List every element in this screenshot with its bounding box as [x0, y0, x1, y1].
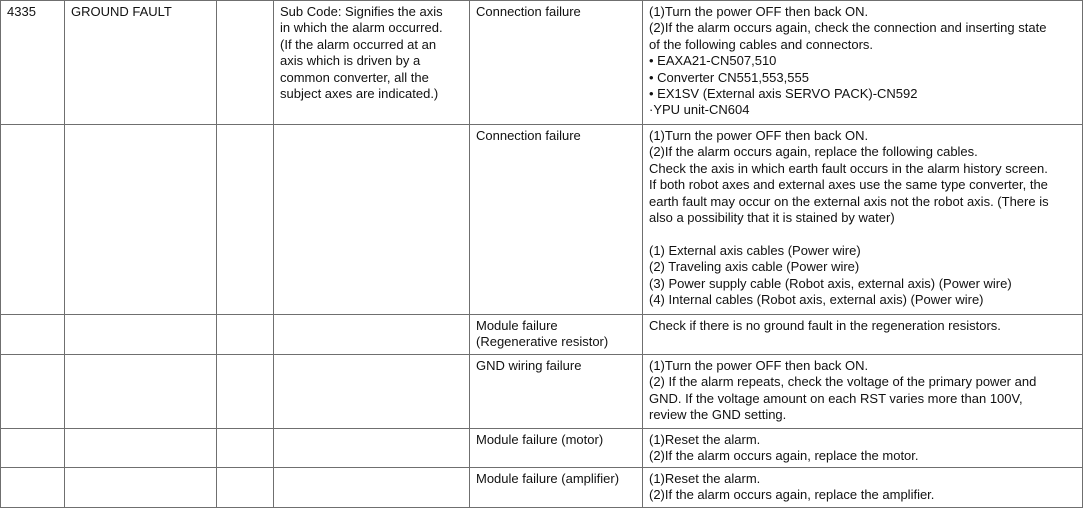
remedy-line: If both robot axes and external axes use the same type converter, the — [649, 177, 1048, 193]
empty-cell — [1, 468, 65, 508]
subcode-line: common converter, all the — [280, 69, 429, 85]
remedy-cell — [643, 468, 1083, 508]
empty-cell — [217, 315, 274, 355]
subcode-line: (If the alarm occurred at an — [280, 36, 437, 52]
alarm-code: 4335 — [1, 1, 65, 125]
empty-cell — [217, 468, 274, 508]
subcode-description — [274, 1, 470, 125]
cause-cell: Connection failure — [470, 1, 643, 125]
remedy-line: (2)If the alarm occurs again, replace the motor. — [649, 448, 919, 464]
remedy-cell — [643, 125, 1083, 315]
remedy-line: • EX1SV (External axis SERVO PACK)-CN592 — [649, 86, 918, 102]
remedy-line: (1)Turn the power OFF then back ON. — [649, 128, 869, 143]
remedy-line: (1)Turn the power OFF then back ON. — [649, 358, 869, 373]
remedy-line: (1)Turn the power OFF then back ON. — [649, 4, 869, 19]
cause-line: (Regenerative resistor) — [476, 334, 609, 350]
remedy-cell — [643, 1, 1083, 125]
remedy-line: earth fault may occur on the external axis not the robot axis. (There is — [649, 193, 1049, 209]
remedy-line: (2)If the alarm occurs again, replace the following cables. — [649, 144, 978, 160]
table-row — [1, 429, 1083, 468]
subcode-line: subject axes are indicated.) — [280, 86, 439, 102]
cause-cell: Module failure (motor) — [470, 429, 643, 468]
empty-cell — [274, 429, 470, 468]
cable-list-item: (1) External axis cables (Power wire) — [649, 242, 861, 258]
remedy-line: (1)Reset the alarm. — [649, 432, 761, 447]
empty-cell — [1, 355, 65, 429]
spacer — [649, 226, 1077, 242]
empty-cell — [1, 429, 65, 468]
empty-cell — [217, 1, 274, 125]
cause-line: Module failure — [476, 318, 558, 333]
empty-cell — [217, 429, 274, 468]
cause-cell: GND wiring failure — [470, 355, 643, 429]
empty-cell — [274, 315, 470, 355]
empty-cell — [274, 468, 470, 508]
alarm-name: GROUND FAULT — [65, 1, 217, 125]
remedy-line: (2)If the alarm occurs again, replace the amplifier. — [649, 487, 935, 503]
remedy-cell — [643, 355, 1083, 429]
table-row — [1, 468, 1083, 508]
cause-cell: Connection failure — [470, 125, 643, 315]
remedy-line: Check the axis in which earth fault occurs in the alarm history screen. — [649, 160, 1048, 176]
remedy-line: review the GND setting. — [649, 407, 787, 423]
table-row — [1, 125, 1083, 315]
cable-list-item: (4) Internal cables (Robot axis, external axis) (Power wire) — [649, 292, 984, 308]
remedy-line: (1)Reset the alarm. — [649, 471, 761, 486]
table-row — [1, 1, 1083, 125]
table-row — [1, 315, 1083, 355]
remedy-line: (2) If the alarm repeats, check the voltage of the primary power and — [649, 374, 1037, 390]
empty-cell — [274, 355, 470, 429]
remedy-cell — [643, 429, 1083, 468]
empty-cell — [65, 468, 217, 508]
cable-list-item: (2) Traveling axis cable (Power wire) — [649, 259, 860, 275]
empty-cell — [1, 315, 65, 355]
remedy-line: • EAXA21-CN507,510 — [649, 53, 777, 69]
empty-cell — [274, 125, 470, 315]
empty-cell — [65, 315, 217, 355]
subcode-line: Sub Code: Signifies the axis — [280, 4, 443, 19]
empty-cell — [217, 125, 274, 315]
subcode-line: in which the alarm occurred. — [280, 20, 443, 36]
remedy-line: • Converter CN551,553,555 — [649, 69, 809, 85]
remedy-line: GND. If the voltage amount on each RST varies more than 100V, — [649, 390, 1023, 406]
remedy-line: also a possibility that it is stained by water) — [649, 210, 895, 226]
cause-cell — [470, 315, 643, 355]
empty-cell — [65, 429, 217, 468]
empty-cell — [1, 125, 65, 315]
remedy-cell: Check if there is no ground fault in the regeneration resistors. — [643, 315, 1083, 355]
remedy-line: (2)If the alarm occurs again, check the connection and inserting state — [649, 20, 1047, 36]
empty-cell — [65, 355, 217, 429]
empty-cell — [217, 355, 274, 429]
cause-cell: Module failure (amplifier) — [470, 468, 643, 508]
remedy-line: ·YPU unit-CN604 — [649, 102, 750, 118]
table-row — [1, 355, 1083, 429]
subcode-line: axis which is driven by a — [280, 53, 421, 69]
remedy-line: of the following cables and connectors. — [649, 36, 874, 52]
cable-list-item: (3) Power supply cable (Robot axis, external axis) (Power wire) — [649, 275, 1012, 291]
empty-cell — [65, 125, 217, 315]
